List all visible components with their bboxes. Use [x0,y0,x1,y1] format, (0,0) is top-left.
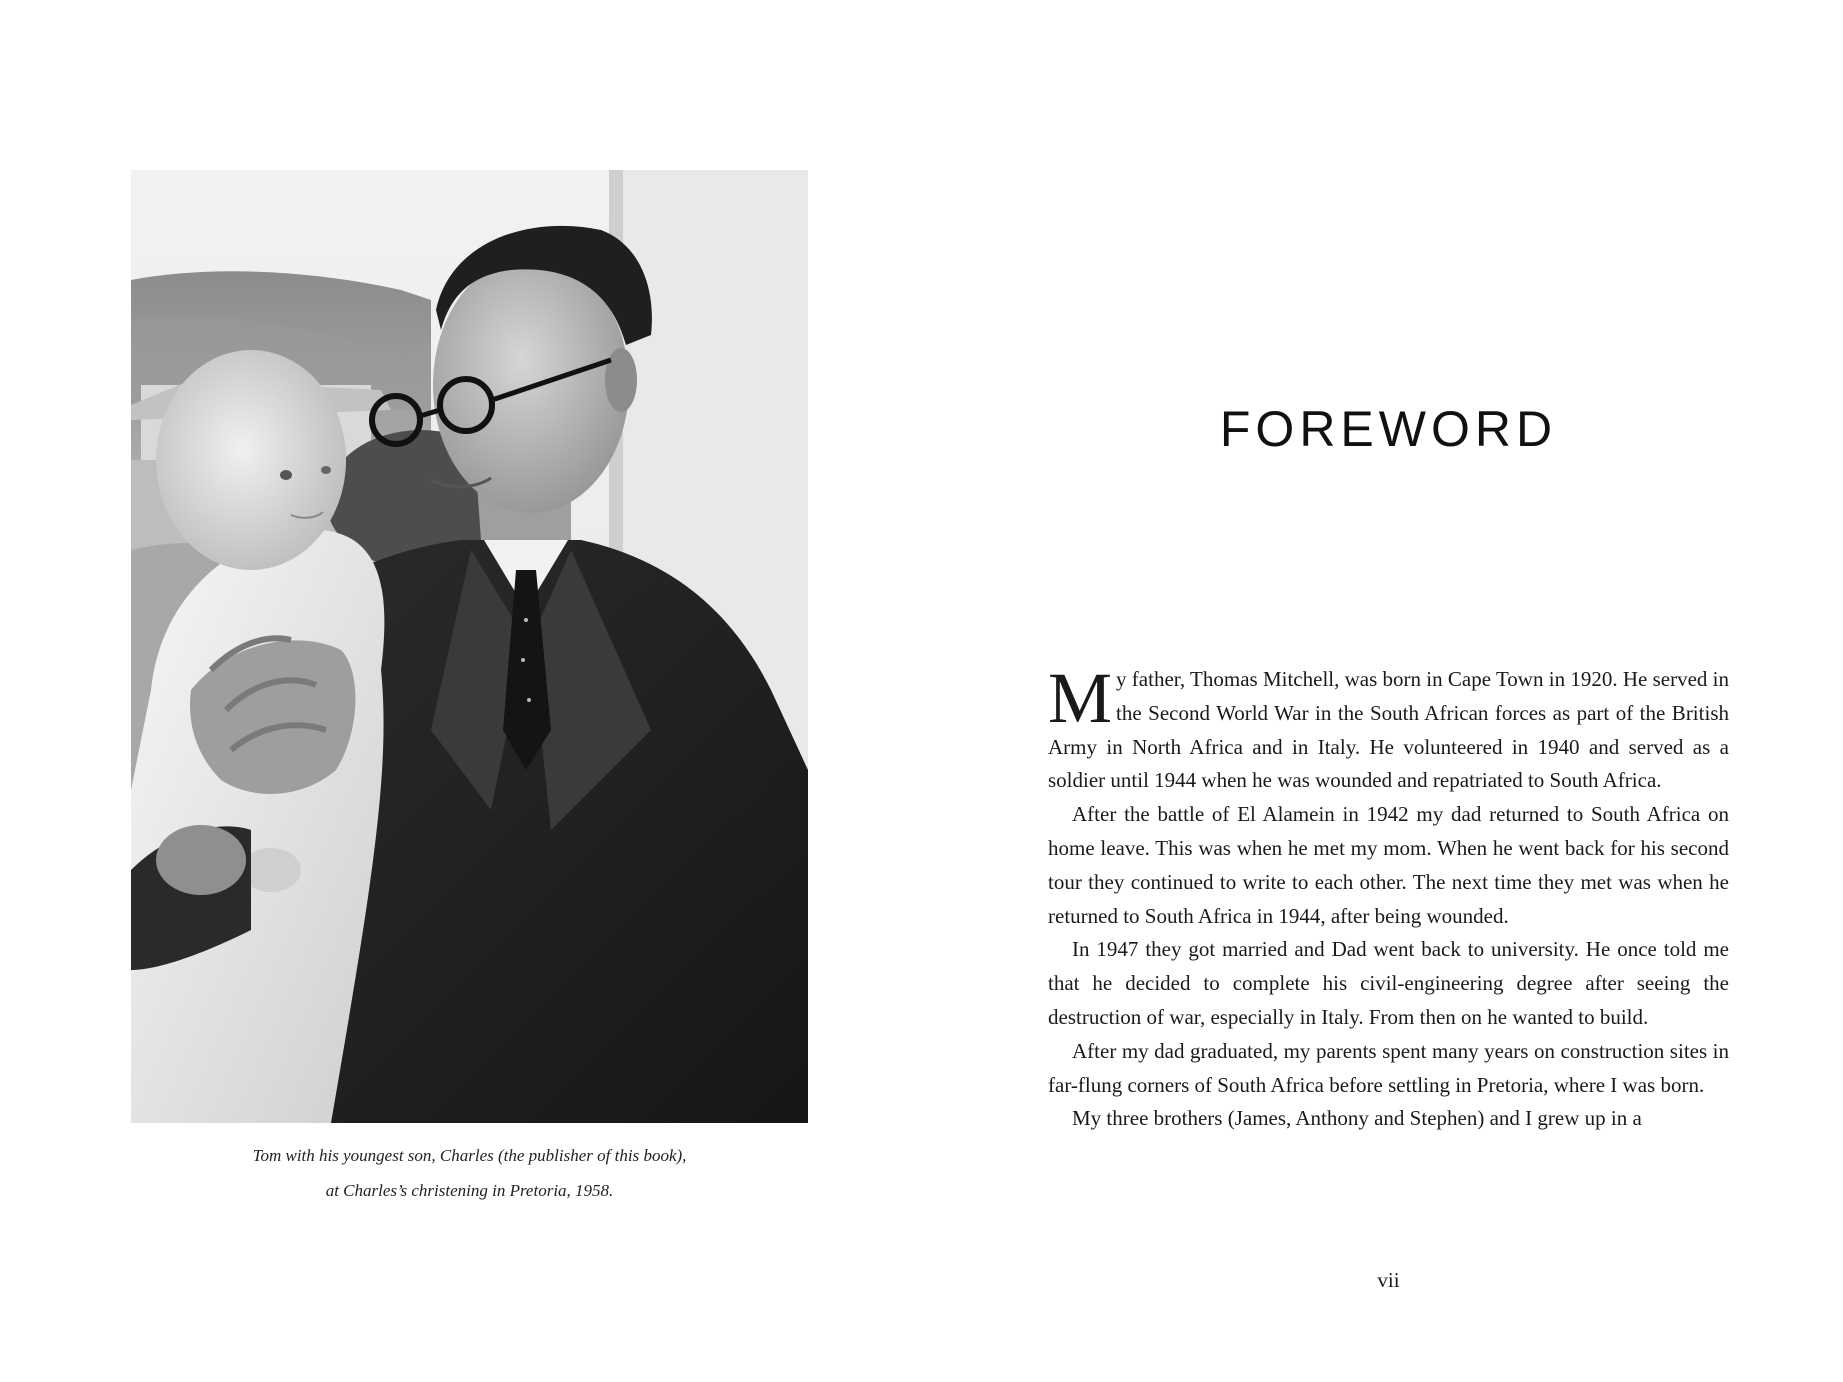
page-number: vii [1377,1268,1400,1292]
paragraph-2: After the battle of El Alamein in 1942 my dad returned to South Africa on home leave. This was when he met my mom. When he went back for his second tour they continued to write to each other. The next time they met was when he returned to South Africa in 1944, after being wounded. [1048,802,1729,928]
paragraph-5: My three brothers (James, Anthony and Stephen) and I grew up in a [1072,1106,1642,1131]
photo-illustration [131,170,808,1123]
paragraph-3: In 1947 they got married and Dad went back to university. He once told me that he decided to complete his civil-engineering degree after seeing the destruction of war, especially in Italy. From then on he wanted to build. [1048,937,1729,1029]
photograph-father-and-baby [131,170,808,1123]
paragraph-4: After my dad graduated, my parents spent many years on construction sites in far-flung corners of South Africa before settling in Pretoria, where I was born. [1048,1038,1729,1097]
photo-caption [131,1138,808,1208]
caption-line-2: at Charles’s christening in Pretoria, 1958. [325,1181,614,1200]
caption-line-1: Tom with his youngest son, Charles (the publisher of this book), [252,1146,687,1165]
foreword-body [1048,658,1729,1136]
chapter-title: FOREWORD [1219,401,1558,457]
paragraph-1-text: y father, Thomas Mitchell, was born in Cape Town in 1920. He served in the Second World War in the South African forces as part of the British Army in North Africa and in Italy. He volunteered in 1940 and served as a soldier until 1944 when he was wounded and repatriated to South Africa. [1048,667,1729,793]
drop-cap: M [1048,658,1113,738]
paragraph-1 [1048,658,1729,798]
